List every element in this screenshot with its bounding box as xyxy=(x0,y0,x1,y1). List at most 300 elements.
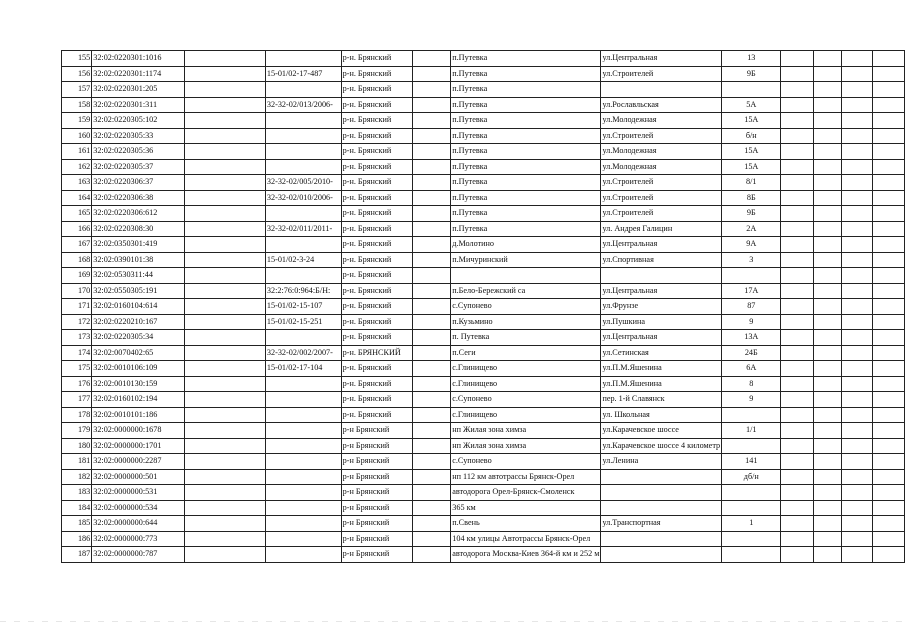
table-row xyxy=(62,531,905,547)
empty-cell xyxy=(185,159,266,175)
empty-cell xyxy=(873,51,905,67)
empty-cell xyxy=(873,438,905,454)
empty-cell xyxy=(842,438,873,454)
house-number: 9 xyxy=(722,314,781,330)
table-row xyxy=(62,252,905,268)
district: р-н. Брянский xyxy=(341,82,412,98)
empty-cell xyxy=(412,268,450,284)
house-number xyxy=(722,531,781,547)
house-number: 13А xyxy=(722,330,781,346)
locality: п.Путевка xyxy=(451,159,601,175)
registration-number xyxy=(265,531,341,547)
empty-cell xyxy=(814,66,842,82)
empty-cell xyxy=(842,376,873,392)
empty-cell xyxy=(185,454,266,470)
empty-cell xyxy=(412,516,450,532)
empty-cell xyxy=(412,206,450,222)
table-row xyxy=(62,190,905,206)
empty-cell xyxy=(781,221,814,237)
empty-cell xyxy=(185,82,266,98)
registration-number xyxy=(265,144,341,160)
empty-cell xyxy=(873,531,905,547)
empty-cell xyxy=(185,113,266,129)
district: р-н. Брянский xyxy=(341,159,412,175)
empty-cell xyxy=(842,485,873,501)
district: р-н Брянский xyxy=(341,531,412,547)
registration-number xyxy=(265,500,341,516)
empty-cell xyxy=(781,237,814,253)
table-row xyxy=(62,516,905,532)
empty-cell xyxy=(814,268,842,284)
cadastral-number: 32:02:0010130:159 xyxy=(92,376,185,392)
registration-number xyxy=(265,392,341,408)
locality: автодорога Орел-Брянск-Смоленск xyxy=(451,485,601,501)
street: ул.Карачевское шоссе 4 километр xyxy=(601,438,722,454)
row-number: 182 xyxy=(62,469,92,485)
empty-cell xyxy=(842,330,873,346)
empty-cell xyxy=(781,330,814,346)
table-row xyxy=(62,237,905,253)
street: ул.П.М.Яшенина xyxy=(601,376,722,392)
house-number: б/н xyxy=(722,128,781,144)
empty-cell xyxy=(873,392,905,408)
empty-cell xyxy=(185,252,266,268)
empty-cell xyxy=(781,547,814,563)
empty-cell xyxy=(814,299,842,315)
street: ул.Центральная xyxy=(601,283,722,299)
row-number: 157 xyxy=(62,82,92,98)
district: р-н. Брянский xyxy=(341,97,412,113)
row-number: 185 xyxy=(62,516,92,532)
empty-cell xyxy=(873,190,905,206)
row-number: 179 xyxy=(62,423,92,439)
table-row xyxy=(62,330,905,346)
registration-number: 15-01/02-15-251 xyxy=(265,314,341,330)
street: ул.Рославльская xyxy=(601,97,722,113)
district: р-н. Брянский xyxy=(341,268,412,284)
empty-cell xyxy=(185,485,266,501)
cadastral-number: 32:02:0550305:191 xyxy=(92,283,185,299)
registration-number xyxy=(265,407,341,423)
empty-cell xyxy=(781,361,814,377)
empty-cell xyxy=(814,144,842,160)
row-number: 172 xyxy=(62,314,92,330)
empty-cell xyxy=(185,66,266,82)
street xyxy=(601,82,722,98)
registration-number xyxy=(265,438,341,454)
empty-cell xyxy=(185,516,266,532)
empty-cell xyxy=(814,361,842,377)
empty-cell xyxy=(814,206,842,222)
locality: п.Путевка xyxy=(451,66,601,82)
empty-cell xyxy=(412,376,450,392)
locality: нп Жилая зона химза xyxy=(451,423,601,439)
district: р-н Брянский xyxy=(341,516,412,532)
locality: автодорога Москва-Киев 364-й км и 252 м xyxy=(451,547,601,563)
locality: п.Путевка xyxy=(451,51,601,67)
district: р-н. Брянский xyxy=(341,376,412,392)
empty-cell xyxy=(412,221,450,237)
empty-cell xyxy=(842,113,873,129)
house-number: 8/1 xyxy=(722,175,781,191)
empty-cell xyxy=(781,144,814,160)
empty-cell xyxy=(781,252,814,268)
street xyxy=(601,485,722,501)
district: р-н Брянский xyxy=(341,547,412,563)
registration-number xyxy=(265,113,341,129)
cadastral-number: 32:02:0000000:531 xyxy=(92,485,185,501)
row-number: 165 xyxy=(62,206,92,222)
empty-cell xyxy=(185,190,266,206)
empty-cell xyxy=(814,175,842,191)
house-number: 9Б xyxy=(722,66,781,82)
district: р-н Брянский xyxy=(341,423,412,439)
empty-cell xyxy=(873,376,905,392)
empty-cell xyxy=(412,500,450,516)
empty-cell xyxy=(412,113,450,129)
empty-cell xyxy=(781,423,814,439)
house-number: 3 xyxy=(722,252,781,268)
empty-cell xyxy=(781,407,814,423)
street: ул. Андрея Галицин xyxy=(601,221,722,237)
empty-cell xyxy=(185,345,266,361)
district: р-н. Брянский xyxy=(341,51,412,67)
street: ул.Строителей xyxy=(601,66,722,82)
locality xyxy=(451,268,601,284)
empty-cell xyxy=(814,531,842,547)
house-number: 15А xyxy=(722,159,781,175)
empty-cell xyxy=(781,454,814,470)
cadastral-number: 32:02:0220301:205 xyxy=(92,82,185,98)
empty-cell xyxy=(185,361,266,377)
empty-cell xyxy=(873,547,905,563)
house-number xyxy=(722,407,781,423)
empty-cell xyxy=(781,392,814,408)
district: р-н Брянский xyxy=(341,454,412,470)
street: ул. Школьная xyxy=(601,407,722,423)
empty-cell xyxy=(781,469,814,485)
district: р-н. Брянский xyxy=(341,128,412,144)
cadastral-number: 32:02:0000000:501 xyxy=(92,469,185,485)
street: ул.Транспортная xyxy=(601,516,722,532)
empty-cell xyxy=(814,221,842,237)
empty-cell xyxy=(412,345,450,361)
street: ул.Центральная xyxy=(601,330,722,346)
street: ул.Сетинская xyxy=(601,345,722,361)
locality: с.Супонево xyxy=(451,299,601,315)
empty-cell xyxy=(842,144,873,160)
empty-cell xyxy=(185,97,266,113)
empty-cell xyxy=(814,516,842,532)
empty-cell xyxy=(412,438,450,454)
empty-cell xyxy=(814,283,842,299)
empty-cell xyxy=(873,82,905,98)
locality: п.Мичуринский xyxy=(451,252,601,268)
empty-cell xyxy=(185,128,266,144)
empty-cell xyxy=(185,330,266,346)
empty-cell xyxy=(842,500,873,516)
empty-cell xyxy=(814,500,842,516)
empty-cell xyxy=(185,144,266,160)
empty-cell xyxy=(412,175,450,191)
empty-cell xyxy=(873,330,905,346)
empty-cell xyxy=(814,51,842,67)
row-number: 170 xyxy=(62,283,92,299)
empty-cell xyxy=(814,392,842,408)
district: р-н. Брянский xyxy=(341,144,412,160)
locality: п.Путевка xyxy=(451,221,601,237)
table-row xyxy=(62,423,905,439)
locality: с.Глинищево xyxy=(451,407,601,423)
house-number: 24Б xyxy=(722,345,781,361)
row-number: 167 xyxy=(62,237,92,253)
district: р-н. Брянский xyxy=(341,237,412,253)
empty-cell xyxy=(781,82,814,98)
empty-cell xyxy=(814,485,842,501)
empty-cell xyxy=(412,407,450,423)
empty-cell xyxy=(412,392,450,408)
table-row xyxy=(62,221,905,237)
street: ул.Спортивная xyxy=(601,252,722,268)
house-number: 8Б xyxy=(722,190,781,206)
table-row xyxy=(62,113,905,129)
row-number: 160 xyxy=(62,128,92,144)
empty-cell xyxy=(781,175,814,191)
locality: п. Путевка xyxy=(451,330,601,346)
district: р-н. Брянский xyxy=(341,283,412,299)
registration-number: 32-32-02/011/2011- xyxy=(265,221,341,237)
registration-number xyxy=(265,485,341,501)
table-row xyxy=(62,392,905,408)
table-row xyxy=(62,454,905,470)
empty-cell xyxy=(842,97,873,113)
empty-cell xyxy=(412,330,450,346)
empty-cell xyxy=(814,128,842,144)
empty-cell xyxy=(873,175,905,191)
empty-cell xyxy=(185,283,266,299)
empty-cell xyxy=(873,516,905,532)
row-number: 187 xyxy=(62,547,92,563)
street: пер. 1-й Славянск xyxy=(601,392,722,408)
table-row xyxy=(62,314,905,330)
empty-cell xyxy=(412,314,450,330)
empty-cell xyxy=(185,392,266,408)
empty-cell xyxy=(873,206,905,222)
cadastral-number: 32:02:0000000:787 xyxy=(92,547,185,563)
table-row xyxy=(62,376,905,392)
empty-cell xyxy=(814,97,842,113)
locality: п.Бело-Бережский са xyxy=(451,283,601,299)
empty-cell xyxy=(842,392,873,408)
empty-cell xyxy=(842,268,873,284)
street: ул.Центральная xyxy=(601,51,722,67)
locality: п.Путевка xyxy=(451,97,601,113)
registration-number: 15-01/02-17-487 xyxy=(265,66,341,82)
locality: нп 112 км автотрассы Брянск-Орел xyxy=(451,469,601,485)
scan-artifact-line xyxy=(0,621,905,622)
row-number: 175 xyxy=(62,361,92,377)
district: р-н. Брянский xyxy=(341,113,412,129)
registration-number: 32-32-02/013/2006- xyxy=(265,97,341,113)
empty-cell xyxy=(842,237,873,253)
table-row xyxy=(62,407,905,423)
registration-number xyxy=(265,237,341,253)
cadastral-number: 32:02:0220210:167 xyxy=(92,314,185,330)
empty-cell xyxy=(814,190,842,206)
empty-cell xyxy=(185,469,266,485)
empty-cell xyxy=(814,423,842,439)
empty-cell xyxy=(185,299,266,315)
cadastral-number: 32:02:0000000:2287 xyxy=(92,454,185,470)
empty-cell xyxy=(412,299,450,315)
row-number: 169 xyxy=(62,268,92,284)
empty-cell xyxy=(814,237,842,253)
house-number xyxy=(722,268,781,284)
house-number: 13 xyxy=(722,51,781,67)
cadastral-number: 32:02:0000000:1678 xyxy=(92,423,185,439)
locality: нп Жилая зона химза xyxy=(451,438,601,454)
house-number xyxy=(722,500,781,516)
empty-cell xyxy=(781,51,814,67)
registration-number: 32-32-02/002/2007- xyxy=(265,345,341,361)
empty-cell xyxy=(412,190,450,206)
locality: с.Глинищево xyxy=(451,361,601,377)
house-number: дб/н xyxy=(722,469,781,485)
empty-cell xyxy=(412,252,450,268)
cadastral-number: 32:02:0160102:194 xyxy=(92,392,185,408)
house-number: 9 xyxy=(722,392,781,408)
registration-number xyxy=(265,206,341,222)
house-number: 2А xyxy=(722,221,781,237)
empty-cell xyxy=(873,221,905,237)
empty-cell xyxy=(412,547,450,563)
empty-cell xyxy=(842,299,873,315)
empty-cell xyxy=(842,345,873,361)
cadastral-number: 32:02:0220301:311 xyxy=(92,97,185,113)
district: р-н. Брянский xyxy=(341,314,412,330)
registration-number: 32:2:76:0:964:Б/Н: xyxy=(265,283,341,299)
empty-cell xyxy=(781,128,814,144)
empty-cell xyxy=(842,547,873,563)
house-number: 87 xyxy=(722,299,781,315)
house-number: 17А xyxy=(722,283,781,299)
table-body xyxy=(62,51,905,563)
empty-cell xyxy=(842,82,873,98)
district: р-н Брянский xyxy=(341,500,412,516)
row-number: 174 xyxy=(62,345,92,361)
empty-cell xyxy=(185,221,266,237)
empty-cell xyxy=(781,500,814,516)
empty-cell xyxy=(873,237,905,253)
empty-cell xyxy=(842,206,873,222)
row-number: 158 xyxy=(62,97,92,113)
empty-cell xyxy=(781,485,814,501)
empty-cell xyxy=(873,128,905,144)
empty-cell xyxy=(185,531,266,547)
empty-cell xyxy=(814,438,842,454)
empty-cell xyxy=(873,314,905,330)
street: ул.Центральная xyxy=(601,237,722,253)
empty-cell xyxy=(781,66,814,82)
empty-cell xyxy=(185,206,266,222)
locality: п.Путевка xyxy=(451,175,601,191)
empty-cell xyxy=(781,206,814,222)
empty-cell xyxy=(873,469,905,485)
house-number: 8 xyxy=(722,376,781,392)
empty-cell xyxy=(412,283,450,299)
registration-number xyxy=(265,82,341,98)
empty-cell xyxy=(781,190,814,206)
empty-cell xyxy=(873,454,905,470)
empty-cell xyxy=(842,175,873,191)
cadastral-number: 32:02:0530311:44 xyxy=(92,268,185,284)
property-register-table xyxy=(61,50,905,563)
registration-number: 32-32-02/010/2006- xyxy=(265,190,341,206)
district: р-н. Брянский xyxy=(341,175,412,191)
house-number: 5А xyxy=(722,97,781,113)
locality: с.Глинищево xyxy=(451,376,601,392)
street: ул.Молодежная xyxy=(601,113,722,129)
district: р-н. Брянский xyxy=(341,206,412,222)
street: ул.Карачевское шоссе xyxy=(601,423,722,439)
table-row xyxy=(62,159,905,175)
street xyxy=(601,469,722,485)
table-row xyxy=(62,51,905,67)
table-row xyxy=(62,469,905,485)
empty-cell xyxy=(814,469,842,485)
empty-cell xyxy=(814,314,842,330)
empty-cell xyxy=(412,51,450,67)
empty-cell xyxy=(781,113,814,129)
row-number: 171 xyxy=(62,299,92,315)
district: р-н. Брянский xyxy=(341,361,412,377)
table-row xyxy=(62,206,905,222)
empty-cell xyxy=(781,531,814,547)
street xyxy=(601,500,722,516)
district: р-н. Брянский xyxy=(341,392,412,408)
registration-number xyxy=(265,159,341,175)
empty-cell xyxy=(781,97,814,113)
empty-cell xyxy=(873,283,905,299)
empty-cell xyxy=(185,175,266,191)
cadastral-number: 32:02:0220306:612 xyxy=(92,206,185,222)
empty-cell xyxy=(873,485,905,501)
row-number: 163 xyxy=(62,175,92,191)
table-row xyxy=(62,345,905,361)
cadastral-number: 32:02:0220305:37 xyxy=(92,159,185,175)
registration-number xyxy=(265,516,341,532)
registration-number xyxy=(265,423,341,439)
row-number: 183 xyxy=(62,485,92,501)
row-number: 156 xyxy=(62,66,92,82)
cadastral-number: 32:02:0350301:419 xyxy=(92,237,185,253)
empty-cell xyxy=(873,345,905,361)
empty-cell xyxy=(185,407,266,423)
empty-cell xyxy=(412,361,450,377)
table-row xyxy=(62,268,905,284)
registration-number xyxy=(265,454,341,470)
empty-cell xyxy=(842,314,873,330)
empty-cell xyxy=(873,159,905,175)
empty-cell xyxy=(185,268,266,284)
empty-cell xyxy=(781,299,814,315)
empty-cell xyxy=(873,97,905,113)
row-number: 168 xyxy=(62,252,92,268)
empty-cell xyxy=(842,221,873,237)
locality: п.Кузьмино xyxy=(451,314,601,330)
empty-cell xyxy=(185,51,266,67)
table-row xyxy=(62,500,905,516)
